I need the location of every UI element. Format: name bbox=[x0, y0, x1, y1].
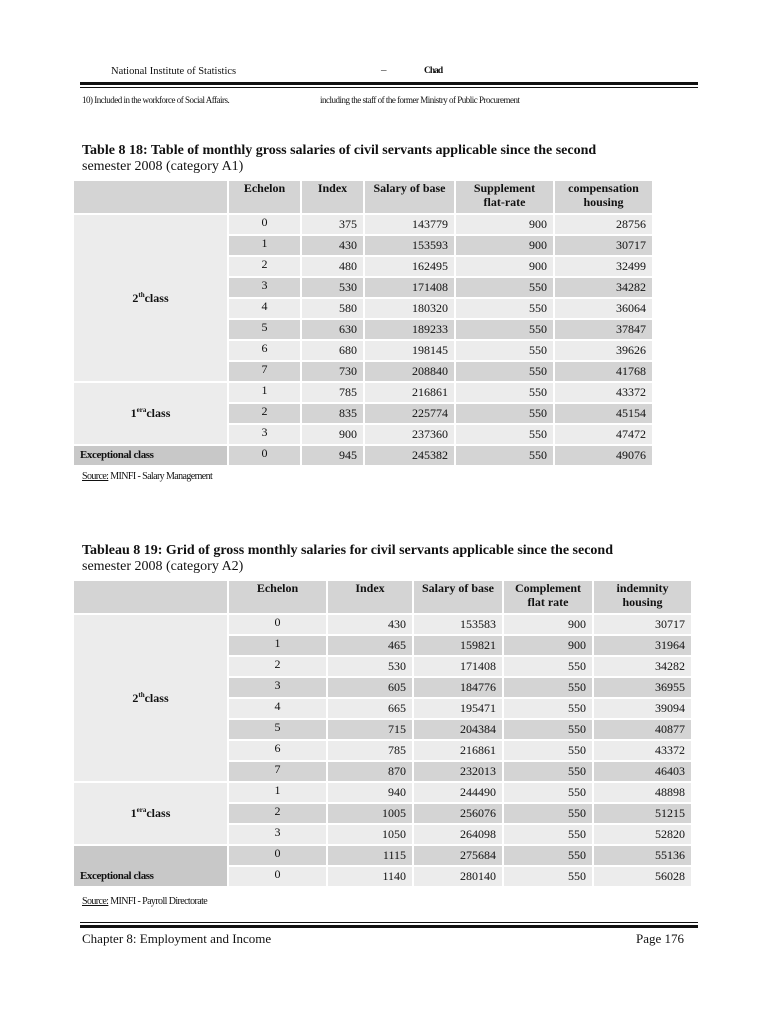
table-row bbox=[74, 615, 691, 634]
header-blank-cell bbox=[74, 581, 227, 613]
column-header: Salary of base bbox=[414, 581, 502, 613]
echelon-cell: 7 bbox=[229, 762, 326, 781]
housing-cell: 28756 bbox=[555, 215, 652, 234]
class-group-label: Exceptional class bbox=[74, 446, 227, 465]
base-salary-cell: 195471 bbox=[414, 699, 502, 718]
flat-rate-cell: 550 bbox=[456, 341, 553, 360]
running-header-country: Chad bbox=[424, 66, 443, 76]
housing-cell: 39094 bbox=[594, 699, 691, 718]
flat-rate-cell: 550 bbox=[456, 362, 553, 381]
flat-rate-cell: 550 bbox=[504, 699, 592, 718]
flat-rate-cell: 550 bbox=[456, 320, 553, 339]
column-header: Supplement flat-rate bbox=[456, 181, 553, 213]
header-rule bbox=[80, 82, 698, 85]
base-salary-cell: 171408 bbox=[365, 278, 454, 297]
class-group-label: Exceptional class bbox=[74, 846, 227, 886]
echelon-cell: 1 bbox=[229, 236, 300, 255]
echelon-cell: 0 bbox=[229, 867, 326, 886]
echelon-cell: 2 bbox=[229, 804, 326, 823]
flat-rate-cell: 550 bbox=[456, 383, 553, 402]
footer-rule bbox=[80, 922, 698, 923]
flat-rate-cell: 550 bbox=[456, 299, 553, 318]
echelon-cell: 1 bbox=[229, 636, 326, 655]
echelon-cell: 2 bbox=[229, 404, 300, 423]
housing-cell: 46403 bbox=[594, 762, 691, 781]
housing-cell: 56028 bbox=[594, 867, 691, 886]
column-header: Echelon bbox=[229, 581, 326, 613]
column-header: Salary of base bbox=[365, 181, 454, 213]
index-cell: 835 bbox=[302, 404, 363, 423]
flat-rate-cell: 550 bbox=[504, 741, 592, 760]
housing-cell: 34282 bbox=[555, 278, 652, 297]
index-cell: 900 bbox=[302, 425, 363, 444]
echelon-cell: 0 bbox=[229, 846, 326, 865]
base-salary-cell: 264098 bbox=[414, 825, 502, 844]
echelon-cell: 0 bbox=[229, 615, 326, 634]
echelon-cell: 7 bbox=[229, 362, 300, 381]
column-header: Echelon bbox=[229, 181, 300, 213]
base-salary-cell: 162495 bbox=[365, 257, 454, 276]
housing-cell: 30717 bbox=[555, 236, 652, 255]
header-blank-cell bbox=[74, 181, 227, 213]
housing-cell: 49076 bbox=[555, 446, 652, 465]
echelon-cell: 2 bbox=[229, 257, 300, 276]
index-cell: 1005 bbox=[328, 804, 412, 823]
echelon-cell: 3 bbox=[229, 825, 326, 844]
echelon-cell: 6 bbox=[229, 341, 300, 360]
flat-rate-cell: 550 bbox=[504, 867, 592, 886]
base-salary-cell: 153593 bbox=[365, 236, 454, 255]
housing-cell: 36955 bbox=[594, 678, 691, 697]
flat-rate-cell: 550 bbox=[504, 657, 592, 676]
table2-caption bbox=[82, 543, 722, 575]
index-cell: 530 bbox=[302, 278, 363, 297]
flat-rate-cell: 900 bbox=[504, 615, 592, 634]
flat-rate-cell: 550 bbox=[456, 278, 553, 297]
salary-table-a2 bbox=[72, 579, 693, 888]
class-label-suffix: era bbox=[136, 806, 147, 814]
base-salary-cell: 232013 bbox=[414, 762, 502, 781]
flat-rate-cell: 550 bbox=[504, 762, 592, 781]
table1-source-text: MINFI - Salary Management bbox=[108, 471, 213, 482]
base-salary-cell: 245382 bbox=[365, 446, 454, 465]
echelon-cell: 5 bbox=[229, 320, 300, 339]
table1-caption-subtitle: semester 2008 (category A1) bbox=[82, 159, 244, 174]
housing-cell: 45154 bbox=[555, 404, 652, 423]
housing-cell: 36064 bbox=[555, 299, 652, 318]
base-salary-cell: 180320 bbox=[365, 299, 454, 318]
running-header-dash: – bbox=[381, 64, 387, 76]
index-cell: 665 bbox=[328, 699, 412, 718]
table1-source bbox=[82, 471, 212, 482]
class-label-suffix: th bbox=[138, 690, 145, 699]
index-cell: 375 bbox=[302, 215, 363, 234]
flat-rate-cell: 900 bbox=[456, 236, 553, 255]
index-cell: 1140 bbox=[328, 867, 412, 886]
class-label-word: class bbox=[146, 406, 171, 420]
housing-cell: 32499 bbox=[555, 257, 652, 276]
echelon-cell: 0 bbox=[229, 215, 300, 234]
column-header: Index bbox=[302, 181, 363, 213]
table-row bbox=[74, 783, 691, 802]
housing-cell: 34282 bbox=[594, 657, 691, 676]
class-label-number: 2 bbox=[132, 690, 139, 705]
column-header: compensation housing bbox=[555, 181, 652, 213]
base-salary-cell: 275684 bbox=[414, 846, 502, 865]
housing-cell: 37847 bbox=[555, 320, 652, 339]
class-label-suffix: era bbox=[136, 406, 147, 414]
base-salary-cell: 216861 bbox=[414, 741, 502, 760]
index-cell: 730 bbox=[302, 362, 363, 381]
base-salary-cell: 256076 bbox=[414, 804, 502, 823]
table-row bbox=[74, 846, 691, 865]
column-header: Index bbox=[328, 581, 412, 613]
flat-rate-cell: 550 bbox=[456, 404, 553, 423]
class-label-word: class bbox=[146, 806, 171, 820]
index-cell: 430 bbox=[328, 615, 412, 634]
echelon-cell: 3 bbox=[229, 678, 326, 697]
base-salary-cell: 244490 bbox=[414, 783, 502, 802]
housing-cell: 51215 bbox=[594, 804, 691, 823]
flat-rate-cell: 550 bbox=[456, 446, 553, 465]
class-group-label bbox=[74, 383, 227, 444]
column-header: indemnity housing bbox=[594, 581, 691, 613]
footnote-left: 10) Included in the workforce of Social Affairs. bbox=[82, 95, 230, 105]
echelon-cell: 1 bbox=[229, 383, 300, 402]
flat-rate-cell: 550 bbox=[456, 425, 553, 444]
class-label-word: class bbox=[144, 690, 169, 705]
index-cell: 630 bbox=[302, 320, 363, 339]
salary-table-a1 bbox=[72, 179, 654, 467]
base-salary-cell: 225774 bbox=[365, 404, 454, 423]
class-group-label bbox=[74, 215, 227, 381]
index-cell: 715 bbox=[328, 720, 412, 739]
flat-rate-cell: 550 bbox=[504, 825, 592, 844]
header-rule-thin bbox=[80, 87, 698, 88]
housing-cell: 30717 bbox=[594, 615, 691, 634]
index-cell: 465 bbox=[328, 636, 412, 655]
housing-cell: 43372 bbox=[594, 741, 691, 760]
footer-chapter: Chapter 8: Employment and Income bbox=[82, 931, 272, 946]
echelon-cell: 4 bbox=[229, 299, 300, 318]
base-salary-cell: 198145 bbox=[365, 341, 454, 360]
echelon-cell: 5 bbox=[229, 720, 326, 739]
echelon-cell: 3 bbox=[229, 425, 300, 444]
header-row bbox=[74, 181, 652, 213]
class-label-number: 1 bbox=[130, 406, 137, 420]
index-cell: 785 bbox=[302, 383, 363, 402]
flat-rate-cell: 900 bbox=[456, 215, 553, 234]
echelon-cell: 3 bbox=[229, 278, 300, 297]
echelon-cell: 6 bbox=[229, 741, 326, 760]
footer-page-number: Page 176 bbox=[636, 931, 685, 946]
index-cell: 605 bbox=[328, 678, 412, 697]
base-salary-cell: 204384 bbox=[414, 720, 502, 739]
index-cell: 870 bbox=[328, 762, 412, 781]
flat-rate-cell: 900 bbox=[504, 636, 592, 655]
index-cell: 680 bbox=[302, 341, 363, 360]
housing-cell: 39626 bbox=[555, 341, 652, 360]
housing-cell: 40877 bbox=[594, 720, 691, 739]
table1-caption-title: Table 8 18: Table of monthly gross salaries of civil servants applicable since the second bbox=[82, 143, 597, 158]
index-cell: 430 bbox=[302, 236, 363, 255]
table1-caption bbox=[82, 143, 722, 175]
table2-source-label: Source: bbox=[82, 896, 109, 907]
flat-rate-cell: 550 bbox=[504, 783, 592, 802]
table2-source bbox=[82, 896, 207, 907]
class-group-label bbox=[74, 783, 227, 844]
index-cell: 480 bbox=[302, 257, 363, 276]
running-header-institute: National Institute of Statistics bbox=[111, 66, 237, 77]
housing-cell: 43372 bbox=[555, 383, 652, 402]
echelon-cell: 4 bbox=[229, 699, 326, 718]
table1-source-label: Source: bbox=[82, 471, 109, 482]
class-label-number: 1 bbox=[130, 806, 137, 820]
table-row bbox=[74, 383, 652, 402]
echelon-cell: 2 bbox=[229, 657, 326, 676]
header-row bbox=[74, 581, 691, 613]
class-label-suffix: th bbox=[138, 290, 145, 299]
index-cell: 1050 bbox=[328, 825, 412, 844]
flat-rate-cell: 550 bbox=[504, 720, 592, 739]
table2-caption-title: Tableau 8 19: Grid of gross monthly salaries for civil servants applicable since the second bbox=[82, 543, 613, 558]
flat-rate-cell: 550 bbox=[504, 846, 592, 865]
base-salary-cell: 216861 bbox=[365, 383, 454, 402]
index-cell: 945 bbox=[302, 446, 363, 465]
echelon-cell: 1 bbox=[229, 783, 326, 802]
column-header: Complement flat rate bbox=[504, 581, 592, 613]
base-salary-cell: 280140 bbox=[414, 867, 502, 886]
flat-rate-cell: 550 bbox=[504, 804, 592, 823]
housing-cell: 55136 bbox=[594, 846, 691, 865]
housing-cell: 47472 bbox=[555, 425, 652, 444]
base-salary-cell: 171408 bbox=[414, 657, 502, 676]
base-salary-cell: 184776 bbox=[414, 678, 502, 697]
class-label-word: class bbox=[144, 290, 169, 305]
footnote-right: including the staff of the former Ministry of Public Procurement bbox=[320, 95, 520, 105]
base-salary-cell: 159821 bbox=[414, 636, 502, 655]
echelon-cell: 0 bbox=[229, 446, 300, 465]
class-label-number: 2 bbox=[132, 290, 139, 305]
index-cell: 580 bbox=[302, 299, 363, 318]
footer-rule-thick bbox=[80, 925, 698, 928]
index-cell: 1115 bbox=[328, 846, 412, 865]
table-row bbox=[74, 215, 652, 234]
table-row bbox=[74, 446, 652, 465]
table2-caption-subtitle: semester 2008 (category A2) bbox=[82, 559, 244, 574]
class-group-label bbox=[74, 615, 227, 781]
base-salary-cell: 208840 bbox=[365, 362, 454, 381]
base-salary-cell: 189233 bbox=[365, 320, 454, 339]
base-salary-cell: 143779 bbox=[365, 215, 454, 234]
housing-cell: 52820 bbox=[594, 825, 691, 844]
housing-cell: 31964 bbox=[594, 636, 691, 655]
housing-cell: 48898 bbox=[594, 783, 691, 802]
housing-cell: 41768 bbox=[555, 362, 652, 381]
base-salary-cell: 153583 bbox=[414, 615, 502, 634]
index-cell: 530 bbox=[328, 657, 412, 676]
flat-rate-cell: 550 bbox=[504, 678, 592, 697]
index-cell: 785 bbox=[328, 741, 412, 760]
base-salary-cell: 237360 bbox=[365, 425, 454, 444]
table2-source-text: MINFI - Payroll Directorate bbox=[108, 896, 208, 907]
flat-rate-cell: 900 bbox=[456, 257, 553, 276]
index-cell: 940 bbox=[328, 783, 412, 802]
